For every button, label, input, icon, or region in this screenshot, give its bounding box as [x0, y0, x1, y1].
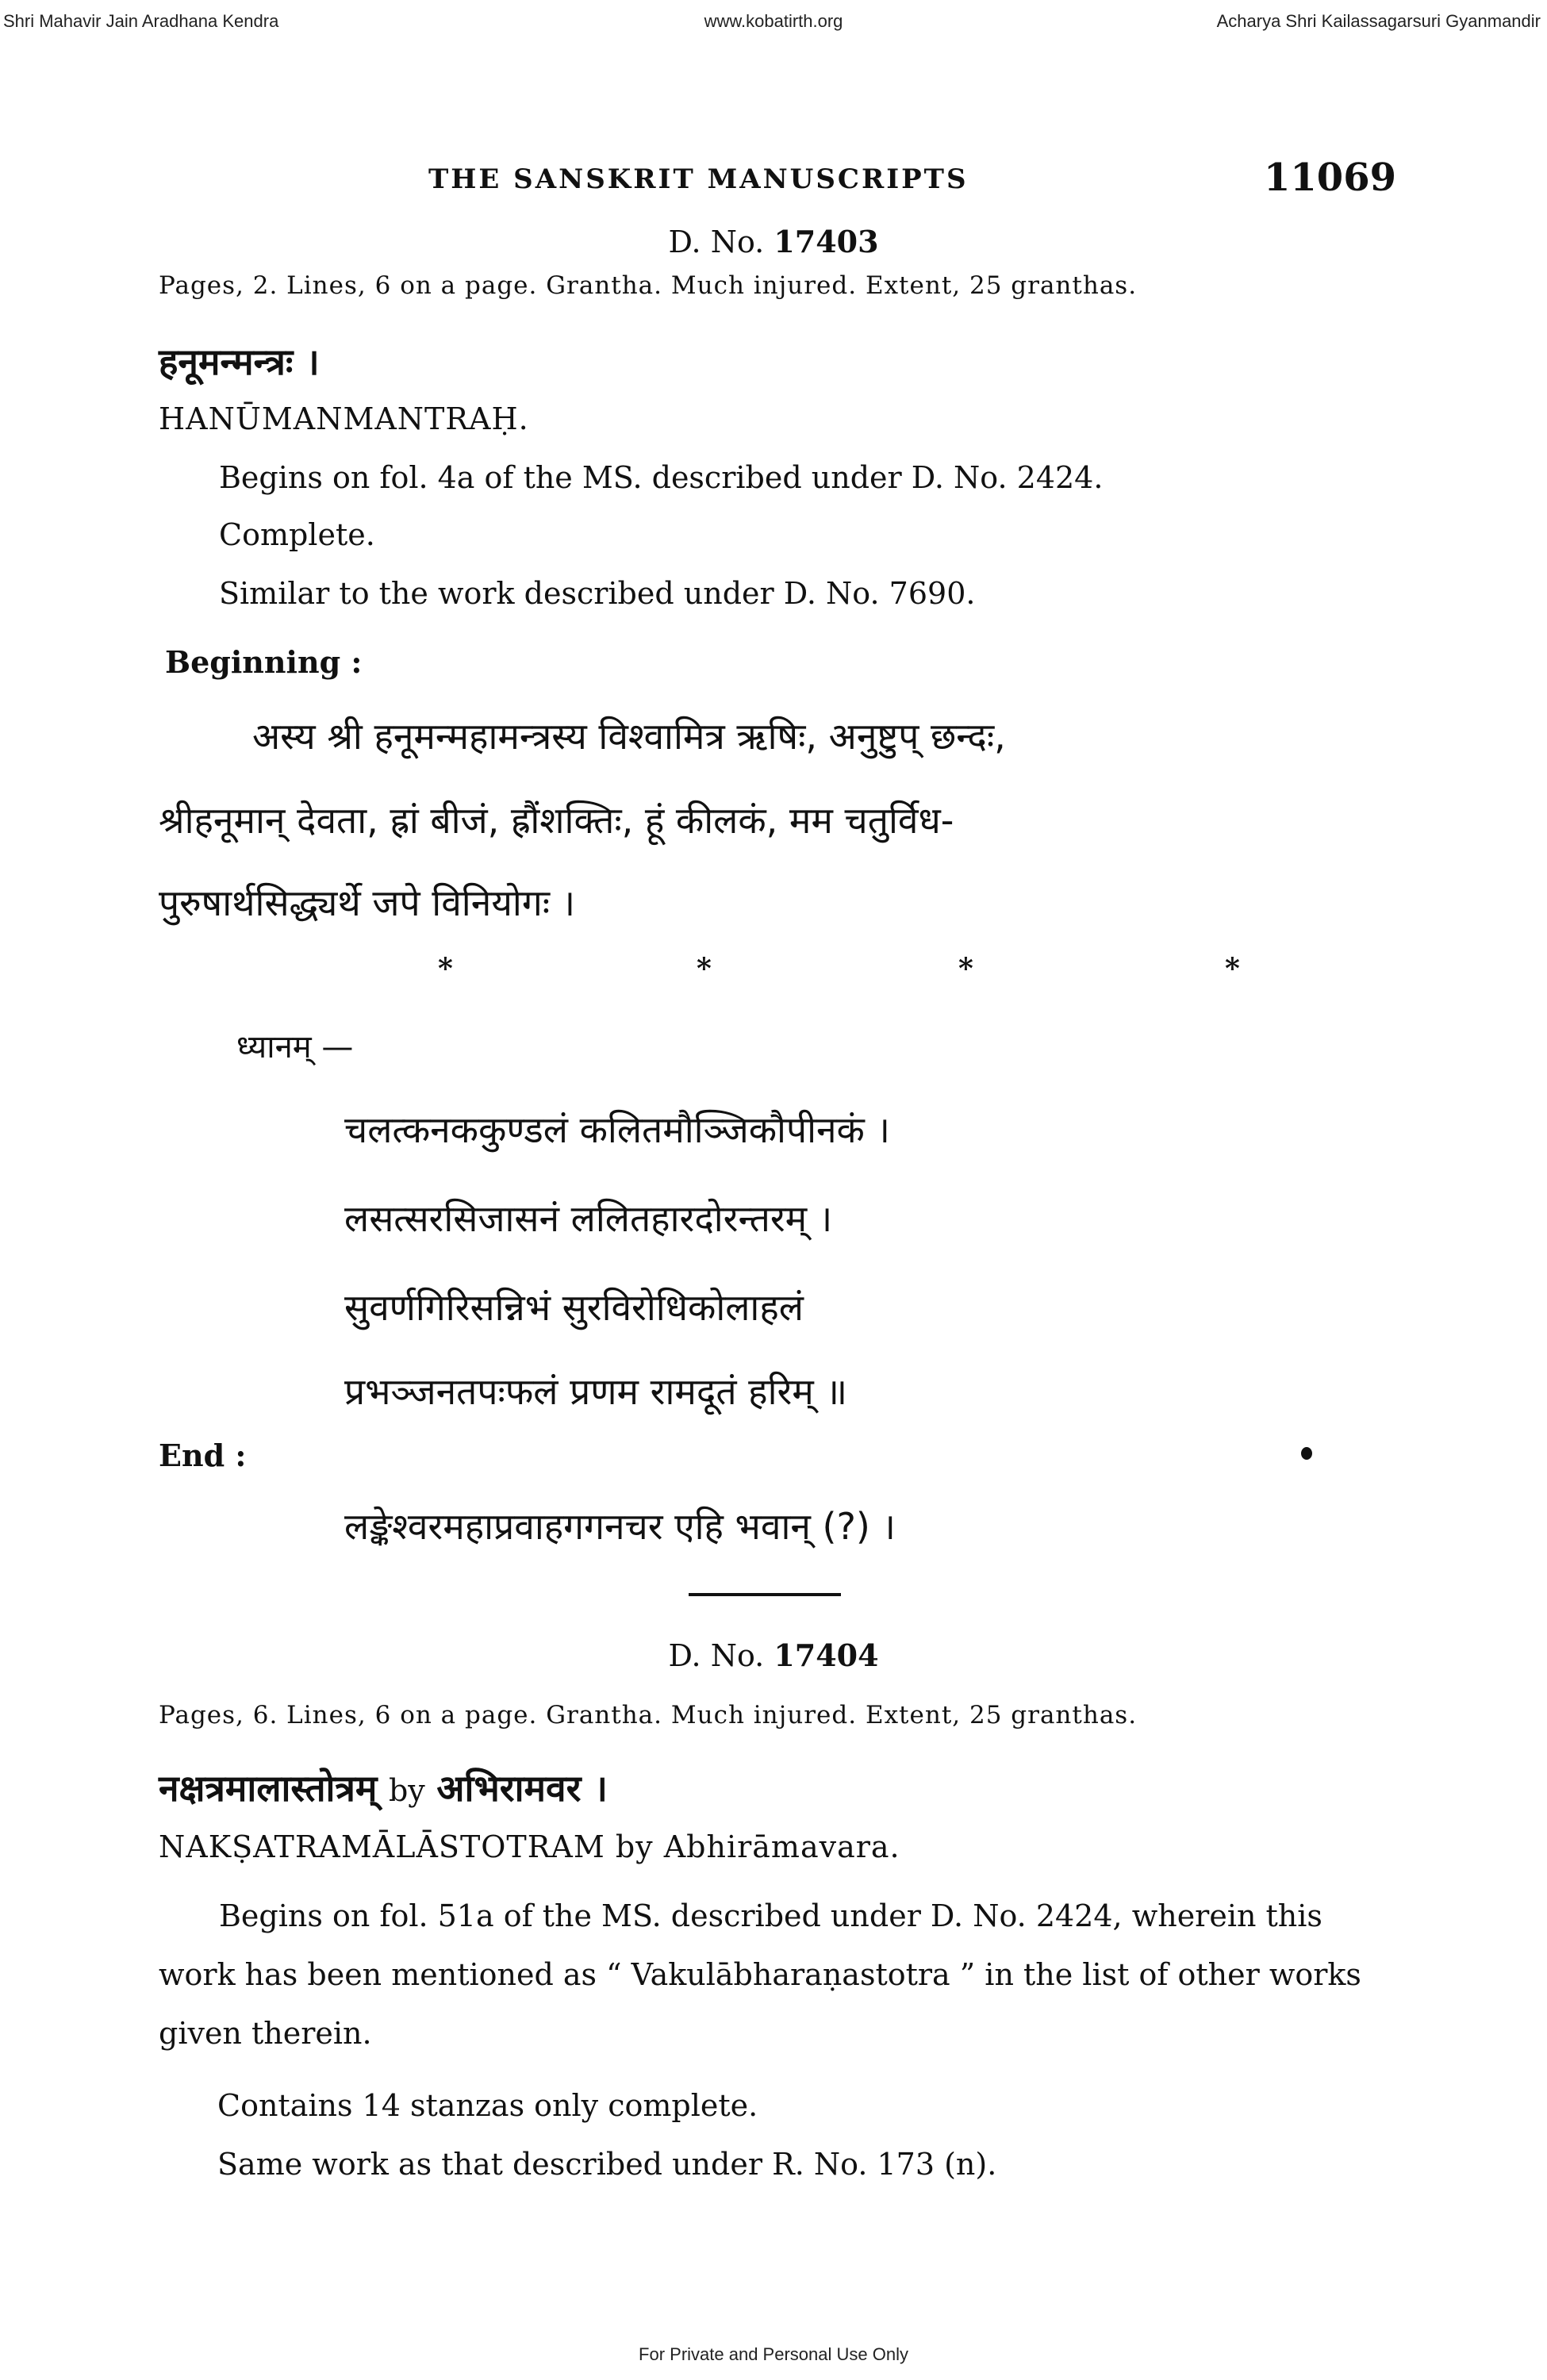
ink-dot [1301, 1447, 1312, 1460]
entry-1-note-2: Complete. [219, 517, 375, 552]
entry-2-no: 17404 [774, 1637, 879, 1673]
header-left-text: Shri Mahavir Jain Aradhana Kendra [3, 11, 279, 31]
dhyana-line-1: चलत्कनककुण्डलं कलितमौञ्जिकौपीनकं । [344, 1108, 890, 1151]
dhyana-line-3: सुवर्णगिरिसन्निभं सुरविरोधिकोलाहलं [344, 1286, 804, 1329]
entry-1-title-roman: HANŪMANMANTRAḤ. [159, 401, 529, 436]
entry-1-desc: Pages, 2. Lines, 6 on a page. Grantha. Much injured. Extent, 25 granthas. [159, 271, 1138, 300]
entry-2-title-line [159, 1763, 608, 1812]
entry-2-para-1: Begins on fol. 51a of the MS. described under D. No. 2424, wherein this work has been mentioned as “ Vakulābharaṇastotra ” in the list of other works given therein. [159, 1898, 1361, 2051]
entry-1-note-3: Similar to the work described under D. No. 7690. [219, 576, 976, 611]
entry-2-para-3: Same work as that described under R. No. 173 (n). [217, 2147, 997, 2182]
entry-2-number [0, 1637, 1547, 1673]
end-line: लङ्केश्वरमहाप्रवाहगगनचर एहि भवान् (?) । [344, 1505, 896, 1548]
beginning-line-1: अस्य श्री हनूमन्महामन्त्रस्य विश्वामित्र ऋषिः, अनुष्टुप् छन्दः, [252, 715, 1006, 758]
entry-1-prefix: D. No. [668, 225, 765, 259]
end-label: End : [159, 1438, 247, 1473]
entry-2-desc: Pages, 6. Lines, 6 on a page. Grantha. Much injured. Extent, 25 granthas. [159, 1701, 1138, 1729]
entry-2-prefix: D. No. [668, 1638, 765, 1673]
dhyana-line-2: लसत्सरसिजासनं ललितहारदोरन्तरम् । [344, 1197, 833, 1240]
beginning-label: Beginning : [165, 644, 363, 680]
entry-divider [689, 1593, 841, 1596]
page-number: 11069 [1264, 155, 1396, 200]
footer-notice: For Private and Personal Use Only [639, 2344, 908, 2364]
dhyanam-heading: ध्यानम् — [236, 1029, 354, 1065]
beginning-line-2: श्रीहनूमान् देवता, ह्रां बीजं, ह्रौंशक्तिः, हूं कीलकं, मम चतुर्विध- [159, 799, 954, 842]
separator-star-3: * [958, 952, 973, 985]
separator-star-1: * [438, 952, 453, 985]
beginning-line-3: पुरुषार्थसिद्ध्यर्थे जपे विनियोगः । [159, 881, 576, 924]
separator-star-4: * [1225, 952, 1240, 985]
running-head [0, 155, 1547, 203]
entry-1-note-1: Begins on fol. 4a of the MS. described under D. No. 2424. [219, 460, 1104, 495]
separator-star-2: * [697, 952, 712, 985]
entry-1-title-devanagari: हनूमन्मन्त्रः । [159, 340, 320, 383]
top-bar [0, 11, 1547, 38]
entry-2-title-roman: NAKṢATRAMĀLĀSTOTRAM by Abhirāmavara. [159, 1829, 900, 1864]
entry-2-para-2: Contains 14 stanzas only complete. [217, 2088, 758, 2123]
entry-2-author-devanagari: अभिरामवर । [436, 1767, 608, 1810]
entry-2-title-by: by [388, 1773, 425, 1808]
entry-1-no: 17403 [774, 224, 879, 259]
entry-1-number [0, 224, 1547, 259]
header-center-url: www.kobatirth.org [704, 11, 843, 31]
entry-2-title-devanagari: नक्षत्रमालास्तोत्रम् [159, 1767, 378, 1810]
dhyana-line-4: प्रभञ्जनतपःफलं प्रणम रामदूतं हरिम् ॥ [344, 1370, 847, 1413]
running-head-title: THE SANSKRIT MANUSCRIPTS [428, 163, 969, 195]
header-right-text: Acharya Shri Kailassagarsuri Gyanmandir [1216, 11, 1541, 31]
